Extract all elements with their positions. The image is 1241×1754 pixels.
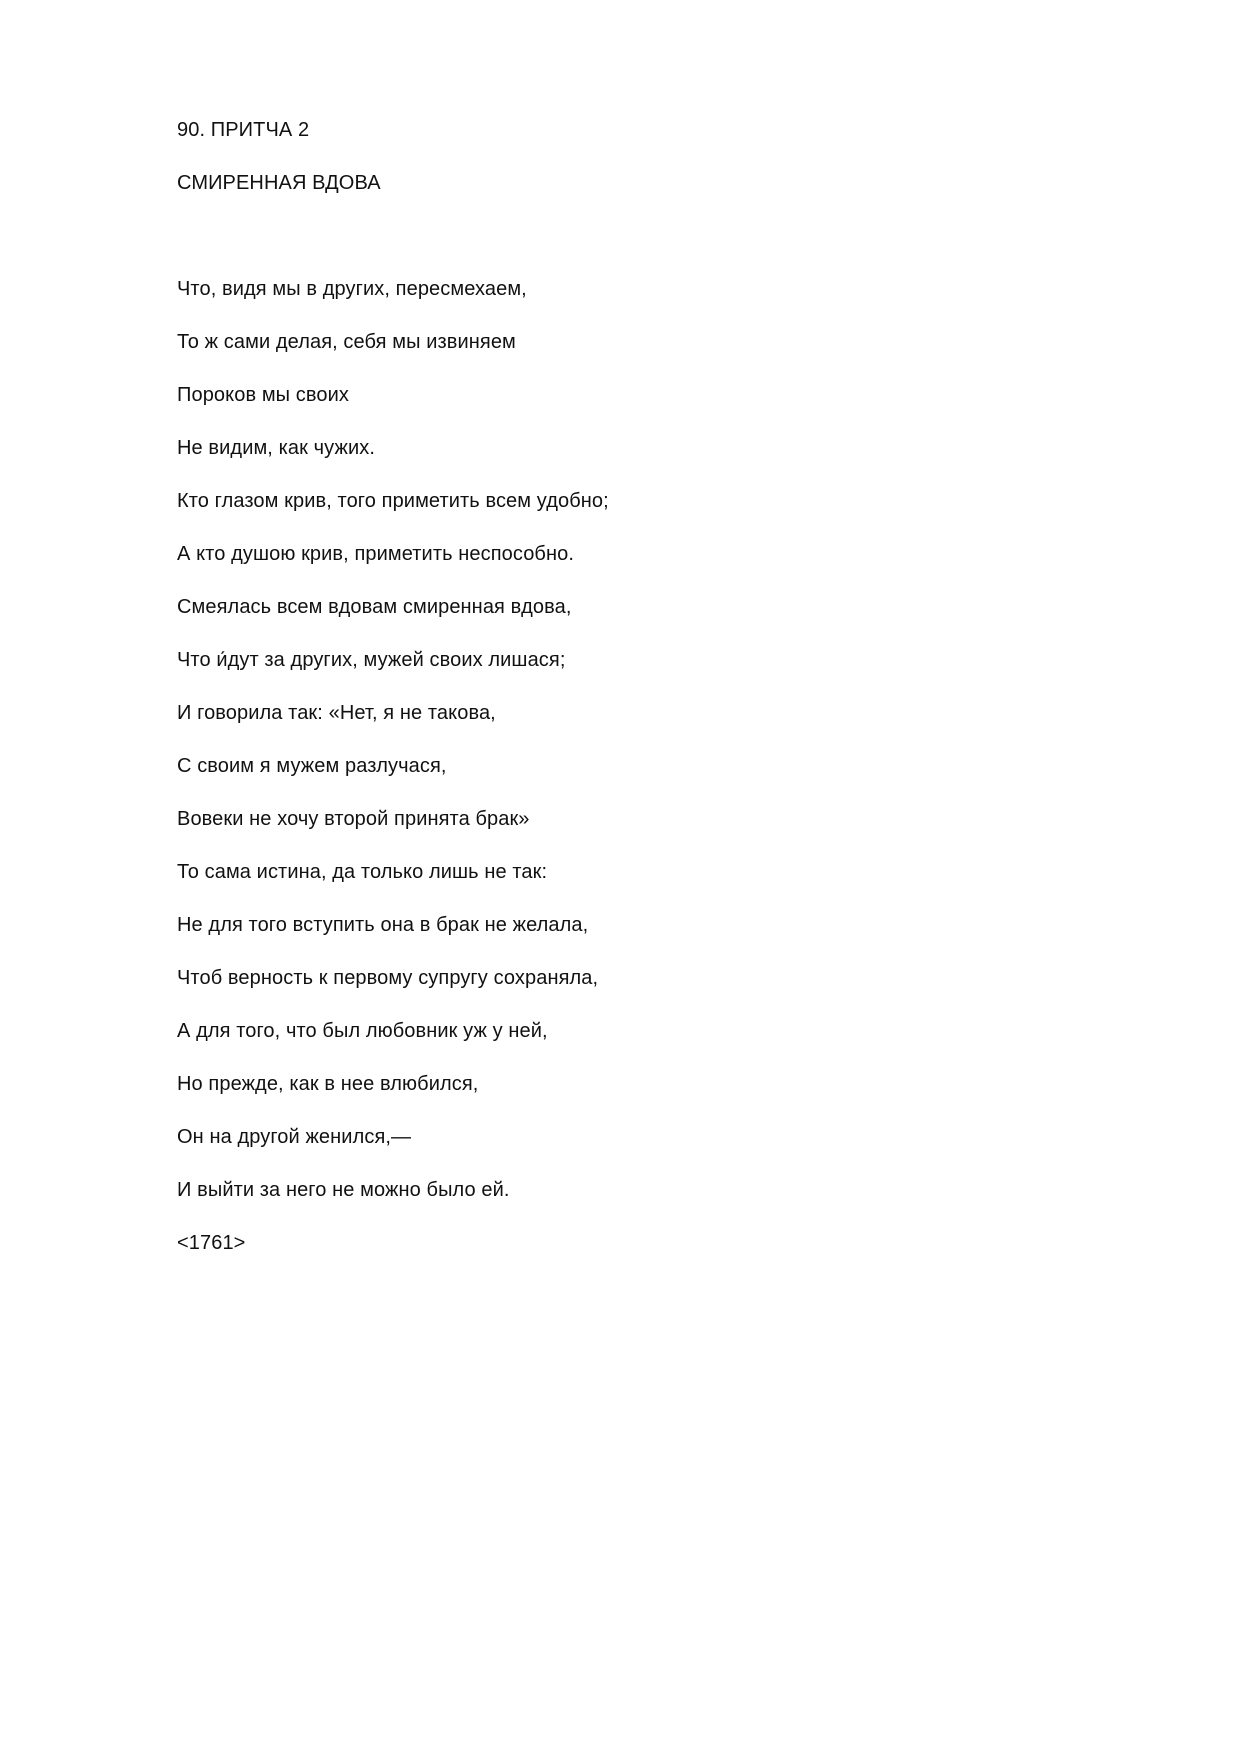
poem-line: Не видим, как чужих. (177, 437, 375, 459)
poem-number-heading: 90. ПРИТЧА 2 (177, 119, 310, 141)
poem-line: Но прежде, как в нее влюбился, (177, 1073, 479, 1095)
poem-line: Кто глазом крив, того приметить всем удобно; (177, 490, 609, 512)
poem-line: А для того, что был любовник уж у ней, (177, 1020, 548, 1042)
poem-text (177, 118, 1127, 1284)
poem-title: СМИРЕННАЯ ВДОВА (177, 172, 381, 194)
poem-line: Чтоб верность к первому супругу сохраняла, (177, 967, 599, 989)
poem-line: И говорила так: «Нет, я не такова, (177, 702, 496, 724)
poem-line: А кто душою крив, приметить неспособно. (177, 543, 575, 565)
poem-line: Вовеки не хочу второй принята брак» (177, 808, 530, 830)
poem-line: Он на другой женился,— (177, 1126, 412, 1148)
poem-line: Смеялась всем вдовам смиренная вдова, (177, 596, 572, 618)
poem-line: И выйти за него не можно было ей. (177, 1179, 510, 1201)
poem-line: Что, видя мы в других, пересмехаем, (177, 278, 527, 300)
poem-line: То сама истина, да только лишь не так: (177, 861, 548, 883)
poem-line: Пороков мы своих (177, 384, 350, 406)
poem-line: С своим я мужем разлучася, (177, 755, 447, 777)
poem-line: То ж сами делая, себя мы извиняем (177, 331, 516, 353)
poem-date: <1761> (177, 1232, 246, 1254)
poem-line: Что и́дут за других, мужей своих лишася; (177, 649, 566, 671)
spacer (177, 224, 1127, 277)
poem-line: Не для того вступить она в брак не желала, (177, 914, 589, 936)
